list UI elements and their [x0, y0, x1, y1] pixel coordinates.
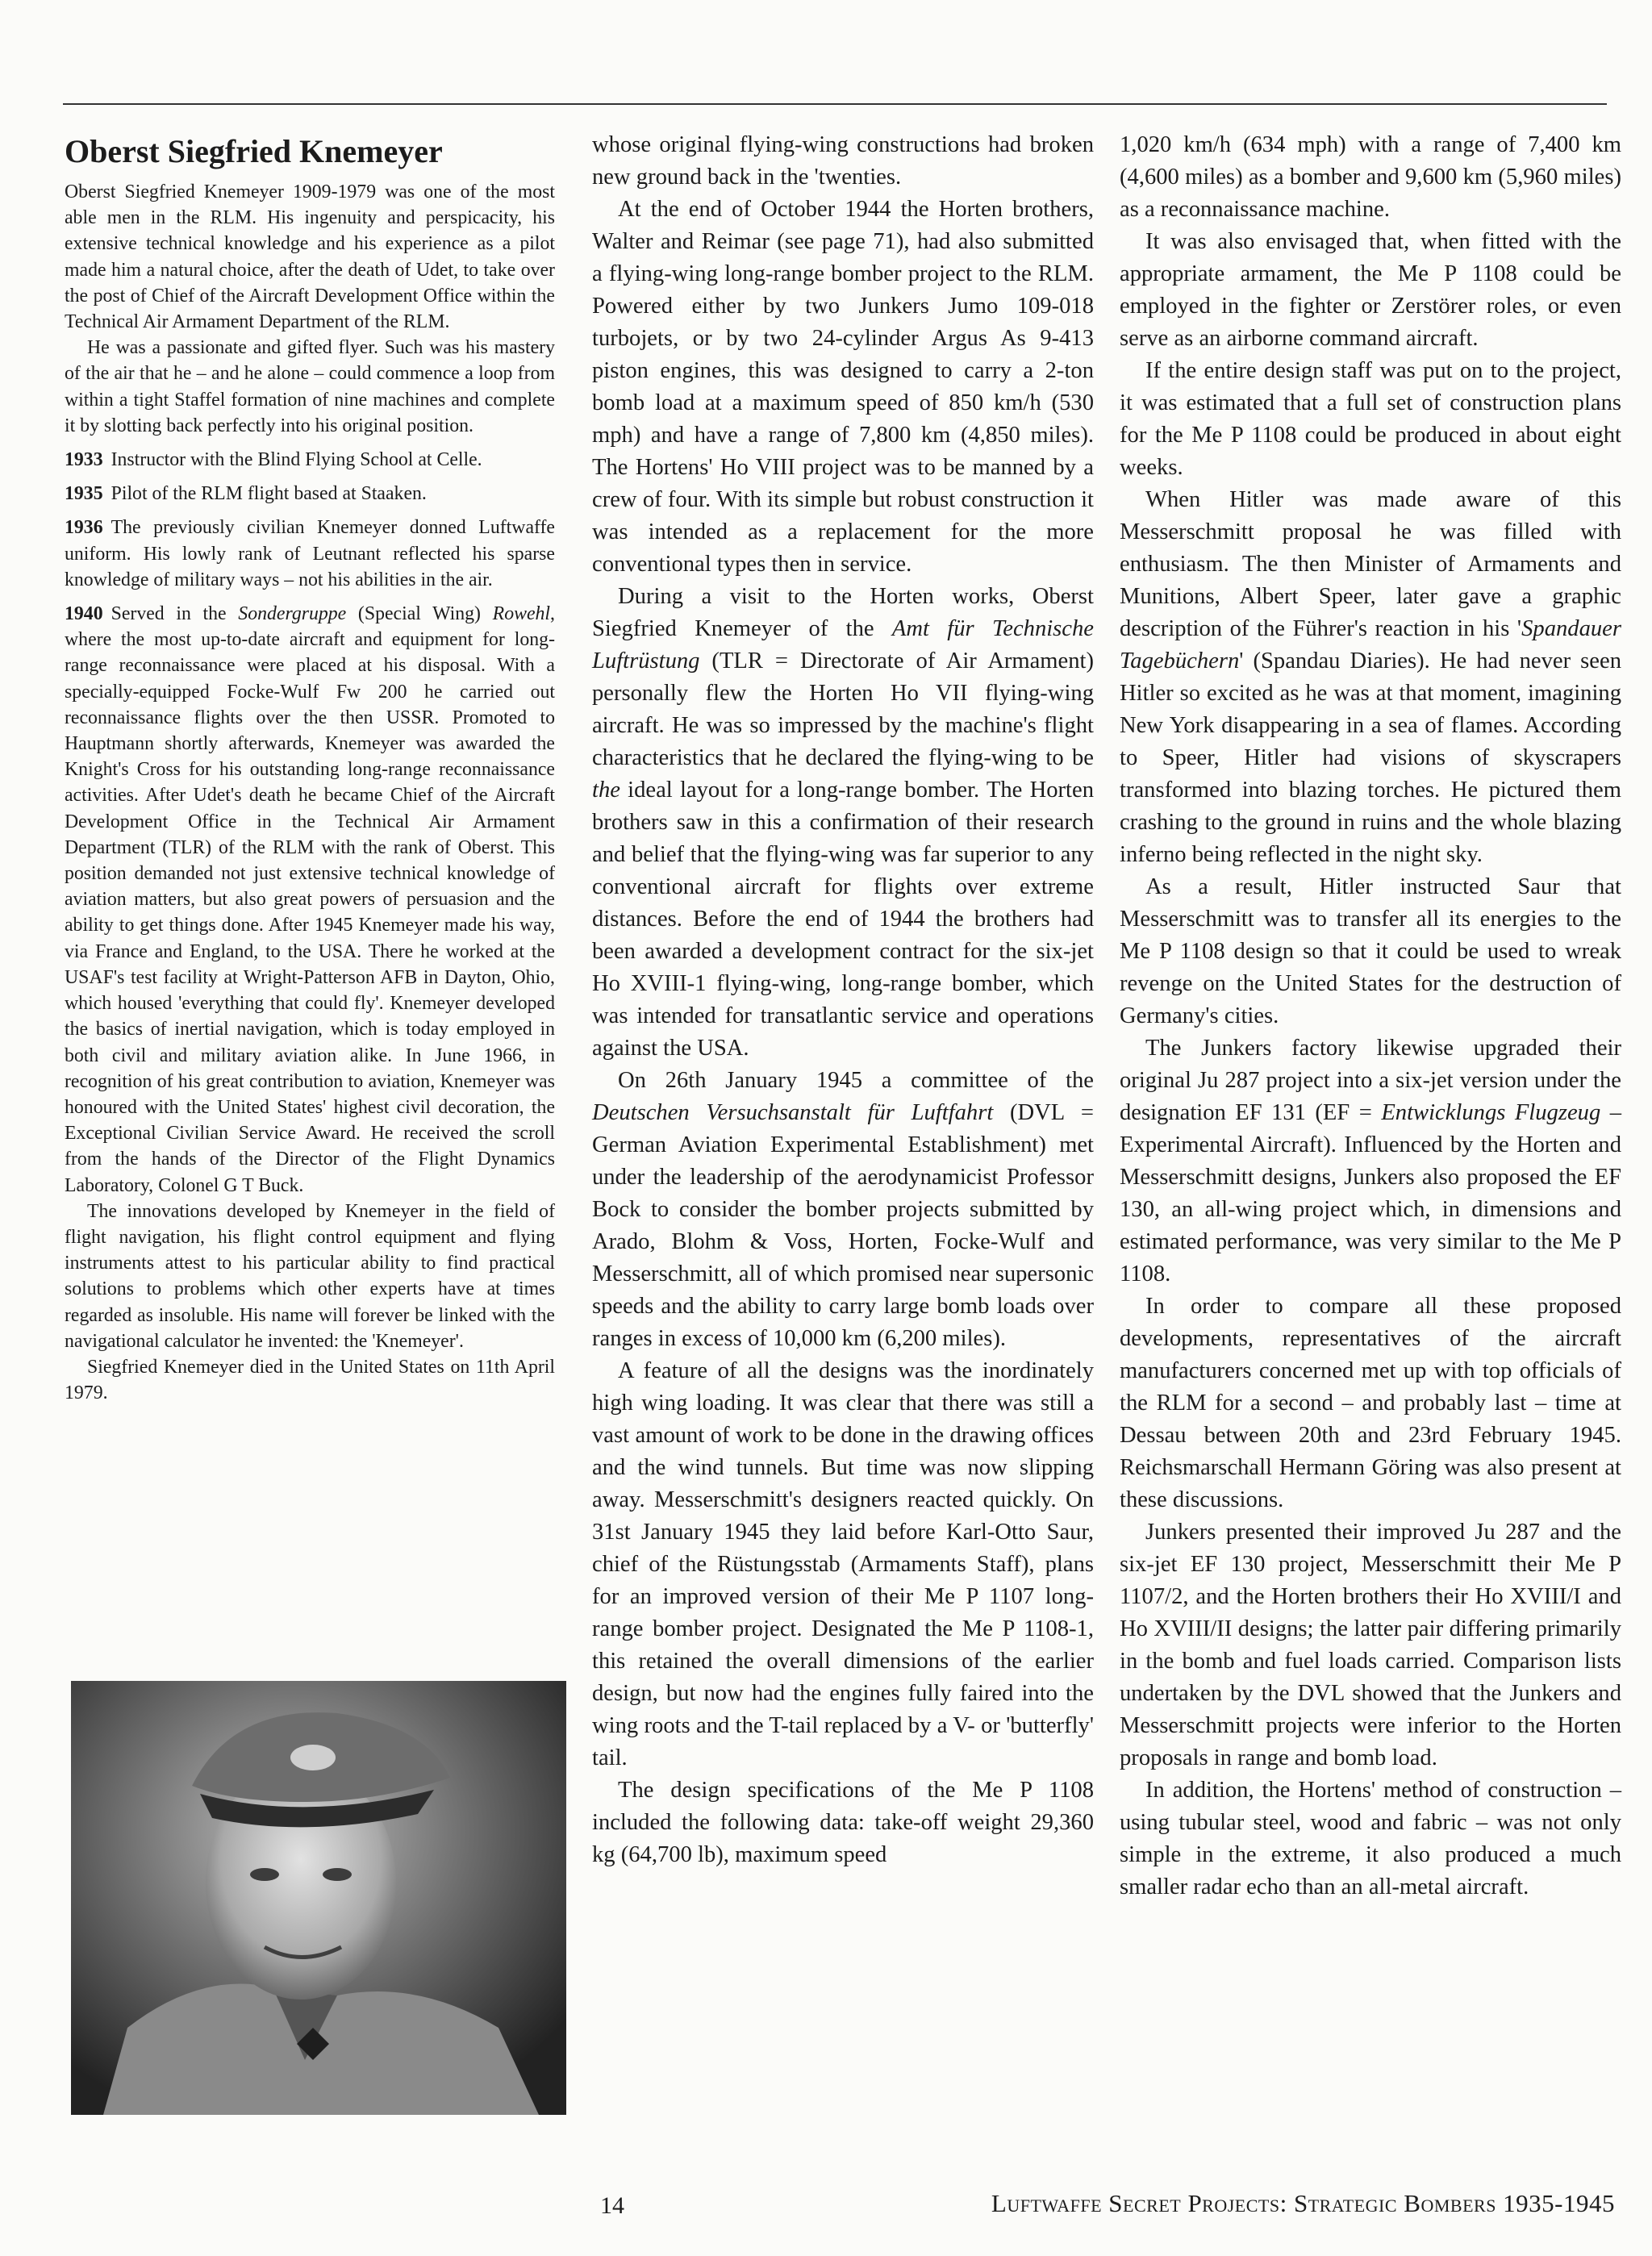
body-paragraph: If the entire design staff was put on to the project, it was estimated that a full set of construction plans for the Me P 1108 could be produced in about eight weeks. — [1120, 358, 1621, 480]
timeline-text: Served in the — [111, 603, 239, 625]
body-text: ' (Spandau Diaries). He had never seen Hitler so excited as he was at that moment, imagining New York disappearing in a sea of flames. According to Speer, Hitler had visions of skyscrapers transformed into blazing torches. He pictured them crashing to the ground in ruins and the whole blazing inferno being reflected in the night sky. — [1120, 648, 1621, 867]
sidebar-intro-paragraph: Oberst Siegfried Knemeyer 1909-1979 was one of the most able men in the RLM. His ingenuity and perspicacity, his extensive technical knowledge and his experience as a pilot made him a natural choice, after the death of Udet, to take over the post of Chief of the Aircraft Development Office within the Technical Air Armament Department of the RLM. — [65, 181, 555, 333]
body-text: ideal layout for a long-range bomber. The Horten brothers saw in this a confirmation of their research and belief that the flying-wing was far superior to any conventional aircraft for flights over extreme distances. Before the end of 1944 the brothers had been awarded a development contract for the six-jet Ho XVIII-1 flying-wing, long-range bomber, which was intended for transatlantic service and operations against the USA. — [592, 778, 1094, 1061]
sidebar-closing-paragraph: Siegfried Knemeyer died in the United States on 11th April 1979. — [65, 1356, 555, 1404]
body-text: During a visit to the Horten works, Oberst Siegfried Knemeyer of the — [592, 584, 1094, 641]
body-paragraph: In order to compare all these proposed developments, representatives of the aircraft manufacturers concerned met up with top officials of the RLM for a second – and probably last – time at Dessau between 20th and 23rd February 1945. Reichsmarschall Hermann Göring was also present at these discussions. — [1120, 1294, 1621, 1512]
timeline-year: 1935 — [65, 483, 103, 505]
body-text-em: the — [592, 778, 620, 803]
timeline-text-em: Rowehl — [492, 603, 551, 625]
sidebar-closing-paragraph: The innovations developed by Knemeyer in the field of flight navigation, his flight control equipment and flying instruments attest to his particular ability to find practical solutions to problems which other experts have at times regarded as insoluble. His name will forever be linked with the navigational calculator he invented: the 'Knemeyer'. — [65, 1200, 555, 1352]
page-number: 14 — [600, 2192, 624, 2219]
timeline-entry — [65, 515, 555, 593]
top-rule — [63, 103, 1607, 105]
timeline-year: 1940 — [65, 603, 103, 625]
body-text: (DVL = German Aviation Experimental Establishment) met under the leadership of the aerodynamicist Professor Bock to consider the bomber projects submitted by Arado, Blohm & Voss, Horten, Focke-Wulf and Messerschmitt, all of which promised near supersonic speeds and the ability to carry large bomb loads over ranges in excess of 10,000 km (6,200 miles). — [592, 1100, 1094, 1351]
portrait-illustration — [71, 1681, 566, 2115]
timeline-entry — [65, 481, 555, 507]
body-paragraph: In addition, the Hortens' method of construction – using tubular steel, wood and fabric – was not only simple in the extreme, it also produced a much smaller radar echo than an all-metal aircraft. — [1120, 1778, 1621, 1899]
timeline-text: Pilot of the RLM flight based at Staaken. — [111, 483, 427, 505]
body-text: – Experimental Aircraft). Influenced by the Horten and Messerschmitt designs, Junkers also proposed the EF 130, an all-wing project which, in dimensions and estimated performance, was very similar to the Me P 1108. — [1120, 1100, 1621, 1286]
body-paragraph — [592, 581, 1094, 1065]
body-text: On 26th January 1945 a committee of the — [618, 1068, 1094, 1093]
body-column-3 — [1120, 129, 1621, 1904]
body-text-em: Spandauer Tagebüchern — [1120, 616, 1621, 673]
timeline-year: 1933 — [65, 449, 103, 471]
running-footer-title: Luftwaffe Secret Projects: Strategic Bombers 1935-1945 — [991, 2189, 1615, 2217]
body-column-2 — [592, 129, 1094, 1871]
body-paragraph: At the end of October 1944 the Horten brothers, Walter and Reimar (see page 71), had also submitted a flying-wing long-range bomber project to the RLM. Powered either by two Junkers Jumo 109-018 turbojets, or by two 24-cylinder Argus As 9-413 piston engines, this was designed to carry a 2-ton bomb load at a maximum speed of 850 km/h (530 mph) and have a range of 7,800 km (4,850 miles). The Hortens' Ho VIII project was to be manned by a crew of four. With its simple but robust construction it was intended as a replacement for the more conventional types then in service. — [592, 197, 1094, 577]
timeline-year: 1936 — [65, 517, 103, 539]
body-paragraph: As a result, Hitler instructed Saur that Messerschmitt was to transfer all its energies to the Me P 1108 design so that it could be used to wreak revenge on the United States for the destruction of Germany's cities. — [1120, 874, 1621, 1028]
body-paragraph: 1,020 km/h (634 mph) with a range of 7,400 km (4,600 miles) as a bomber and 9,600 km (5,960 miles) as a reconnaissance machine. — [1120, 132, 1621, 222]
timeline-text-em: Sondergruppe — [238, 603, 347, 625]
timeline-entry — [65, 447, 555, 473]
body-paragraph: Junkers presented their improved Ju 287 and the six-jet EF 130 project, Messerschmitt their Me P 1107/2, and the Horten brothers their Ho XVIII/I and Ho XVIII/II designs; the latter pair differing primarily in the bomb and fuel loads carried. Comparison lists undertaken by the DVL showed that the Junkers and Messerschmitt projects were inferior to the Horten proposals in range and bomb load. — [1120, 1520, 1621, 1770]
sidebar-title: Oberst Siegfried Knemeyer — [65, 133, 443, 169]
body-text-em: Deutschen Versuchsanstalt für Luftfahrt — [592, 1100, 994, 1125]
body-text-em: Amt für Technische Luftrüstung — [592, 616, 1094, 673]
body-paragraph — [1120, 484, 1621, 871]
body-paragraph: It was also envisaged that, when fitted with the appropriate armament, the Me P 1108 could be employed in the fighter or Zerstörer roles, or even serve as an airborne command aircraft. — [1120, 229, 1621, 351]
body-text: (TLR = Directorate of Air Armament) personally flew the Horten Ho VII flying-wing aircraft. He was so impressed by the machine's flight characteristics that he declared the flying-wing to be — [592, 648, 1094, 770]
body-paragraph: whose original flying-wing constructions had broken new ground back in the 'twenties. — [592, 132, 1094, 190]
body-text: The Junkers factory likewise upgraded their original Ju 287 project into a six-jet version under the designation EF 131 (EF = — [1120, 1036, 1621, 1125]
body-paragraph — [592, 1065, 1094, 1355]
sidebar-column — [65, 129, 555, 1406]
timeline-entry — [65, 601, 555, 1199]
body-text-em: Entwicklungs Flugzeug — [1381, 1100, 1601, 1125]
portrait-photo — [71, 1681, 566, 2115]
body-paragraph — [1120, 1032, 1621, 1291]
timeline-text: The previously civilian Knemeyer donned Luftwaffe uniform. His lowly rank of Leutnant reflected his sparse knowledge of military ways – not his abilities in the air. — [65, 517, 555, 590]
timeline-text: (Special Wing) — [346, 603, 493, 625]
body-text: When Hitler was made aware of this Messerschmitt proposal he was filled with enthusiasm. The then Minister of Armaments and Munitions, Albert Speer, later gave a graphic description of the Führer's reaction in his ' — [1120, 487, 1621, 641]
body-paragraph: A feature of all the designs was the inordinately high wing loading. It was clear that there was still a vast amount of work to be done in the drawing offices and the wind tunnels. But time was now slipping away. Messerschmitt's designers reacted quickly. On 31st January 1945 they laid before Karl-Otto Saur, chief of the Rüstungsstab (Armaments Staff), plans for an improved version of their Me P 1107 long-range bomber project. Designated the Me P 1108-1, this retained the overall dimensions of the earlier design, but now had the engines fully faired into the wing roots and the T-tail replaced by a V- or 'butterfly' tail. — [592, 1358, 1094, 1770]
timeline-text: , where the most up-to-date aircraft and equipment for long-range reconnaissance were placed at his disposal. With a specially-equipped Focke-Wulf Fw 200 he carried out reconnaissance flights over the then USSR. Promoted to Hauptmann shortly afterwards, Knemeyer was awarded the Knight's Cross for his outstanding long-range reconnaissance activities. After Udet's death he became Chief of the Aircraft Development Office in the Technical Air Armament Department (TLR) of the RLM with the rank of Oberst. This position demanded not just extensive technical knowledge of aviation matters, but also great powers of persuasion and the ability to get things done. After 1945 Knemeyer made his way, via France and England, to the USA. There he worked at the USAF's test facility at Wright-Patterson AFB in Dayton, Ohio, which housed 'everything that could fly'. Knemeyer developed the basics of inertial navigation, which is today employed in both civil and military aviation alike. In June 1966, in recognition of his great contribution to aviation, Knemeyer was honoured with the United States' highest civil decoration, the Exceptional Civilian Service Award. He received the scroll from the hands of the Director of the Flight Dynamics Laboratory, Colonel G T Buck. — [65, 603, 555, 1196]
timeline-text: Instructor with the Blind Flying School at Celle. — [111, 449, 482, 471]
sidebar-intro-paragraph: He was a passionate and gifted flyer. Such was his mastery of the air that he – and he alone – could commence a loop from within a tight Staffel formation of nine machines and complete it by slotting back perfectly into his original position. — [65, 337, 555, 436]
body-paragraph: The design specifications of the Me P 1108 included the following data: take-off weight 29,360 kg (64,700 lb), maximum speed — [592, 1778, 1094, 1867]
